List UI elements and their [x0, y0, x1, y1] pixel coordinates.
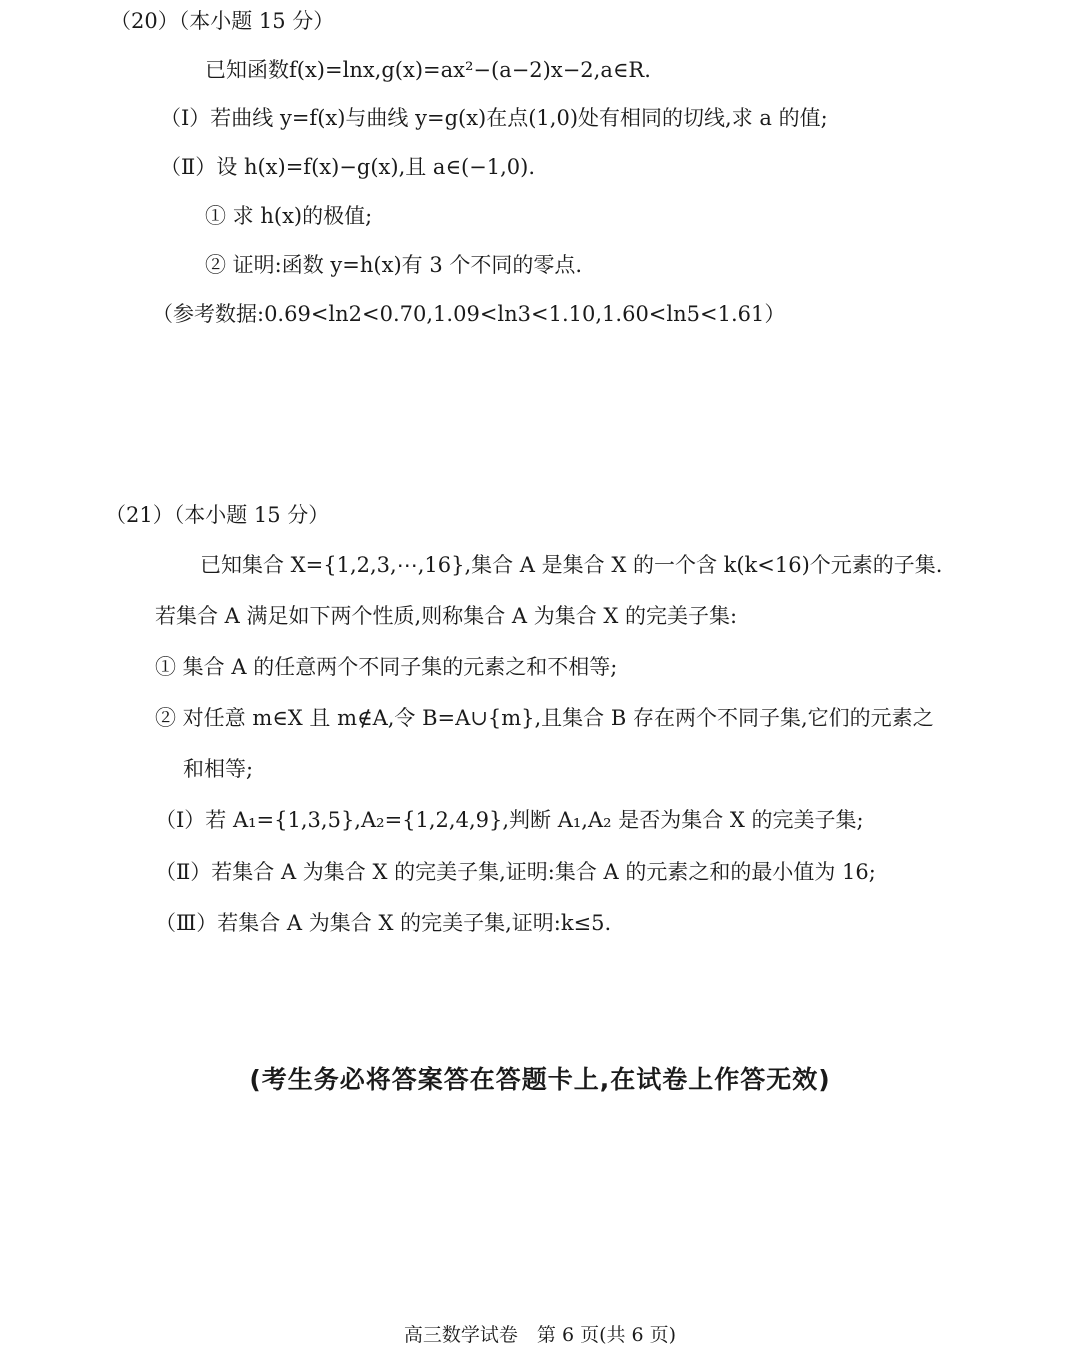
q20-header: （20）（本小题 15 分） — [110, 9, 335, 33]
answer-sheet-notice: (考生务必将答案答在答题卡上,在试卷上作答无效) — [249, 1065, 831, 1094]
q21-given: 已知集合 X={1,2,3,⋯,16},集合 A 是集合 X 的一个含 k(k<16)个元素的子集. — [200, 553, 943, 577]
q20-part-2: （Ⅱ）设 h(x)=f(x)−g(x),且 a∈(−1,0). — [160, 155, 536, 179]
q20-sub-1: ① 求 h(x)的极值; — [205, 204, 373, 228]
q21-part-2: （Ⅱ）若集合 A 为集合 X 的完美子集,证明:集合 A 的元素之和的最小值为 16; — [155, 860, 876, 884]
q21-property-2-line-1: ② 对任意 m∈X 且 m∉A,令 B=A∪{m},且集合 B 存在两个不同子集,它们的元素之 — [155, 706, 934, 730]
q21-part-3: （Ⅲ）若集合 A 为集合 X 的完美子集,证明:k≤5. — [155, 911, 612, 935]
q21-part-1: （Ⅰ）若 A₁={1,3,5},A₂={1,2,4,9},判断 A₁,A₂ 是否为集合 X 的完美子集; — [155, 808, 864, 832]
q21-property-2-line-2: 和相等; — [183, 757, 254, 781]
q20-reference-data: （参考数据:0.69<ln2<0.70,1.09<ln3<1.10,1.60<ln5<1.61） — [152, 302, 786, 326]
q20-given: 已知函数f(x)=lnx,g(x)=ax²−(a−2)x−2,a∈R. — [205, 58, 651, 82]
q21-definition: 若集合 A 满足如下两个性质,则称集合 A 为集合 X 的完美子集: — [155, 604, 738, 628]
page-footer: 高三数学试卷 第 6 页(共 6 页) — [403, 1324, 677, 1346]
q21-header: （21）（本小题 15 分） — [105, 503, 330, 527]
q20-sub-2: ② 证明:函数 y=h(x)有 3 个不同的零点. — [205, 253, 583, 277]
q21-property-1: ① 集合 A 的任意两个不同子集的元素之和不相等; — [155, 655, 618, 679]
q20-part-1: （Ⅰ）若曲线 y=f(x)与曲线 y=g(x)在点(1,0)处有相同的切线,求 a 的值; — [160, 106, 828, 130]
